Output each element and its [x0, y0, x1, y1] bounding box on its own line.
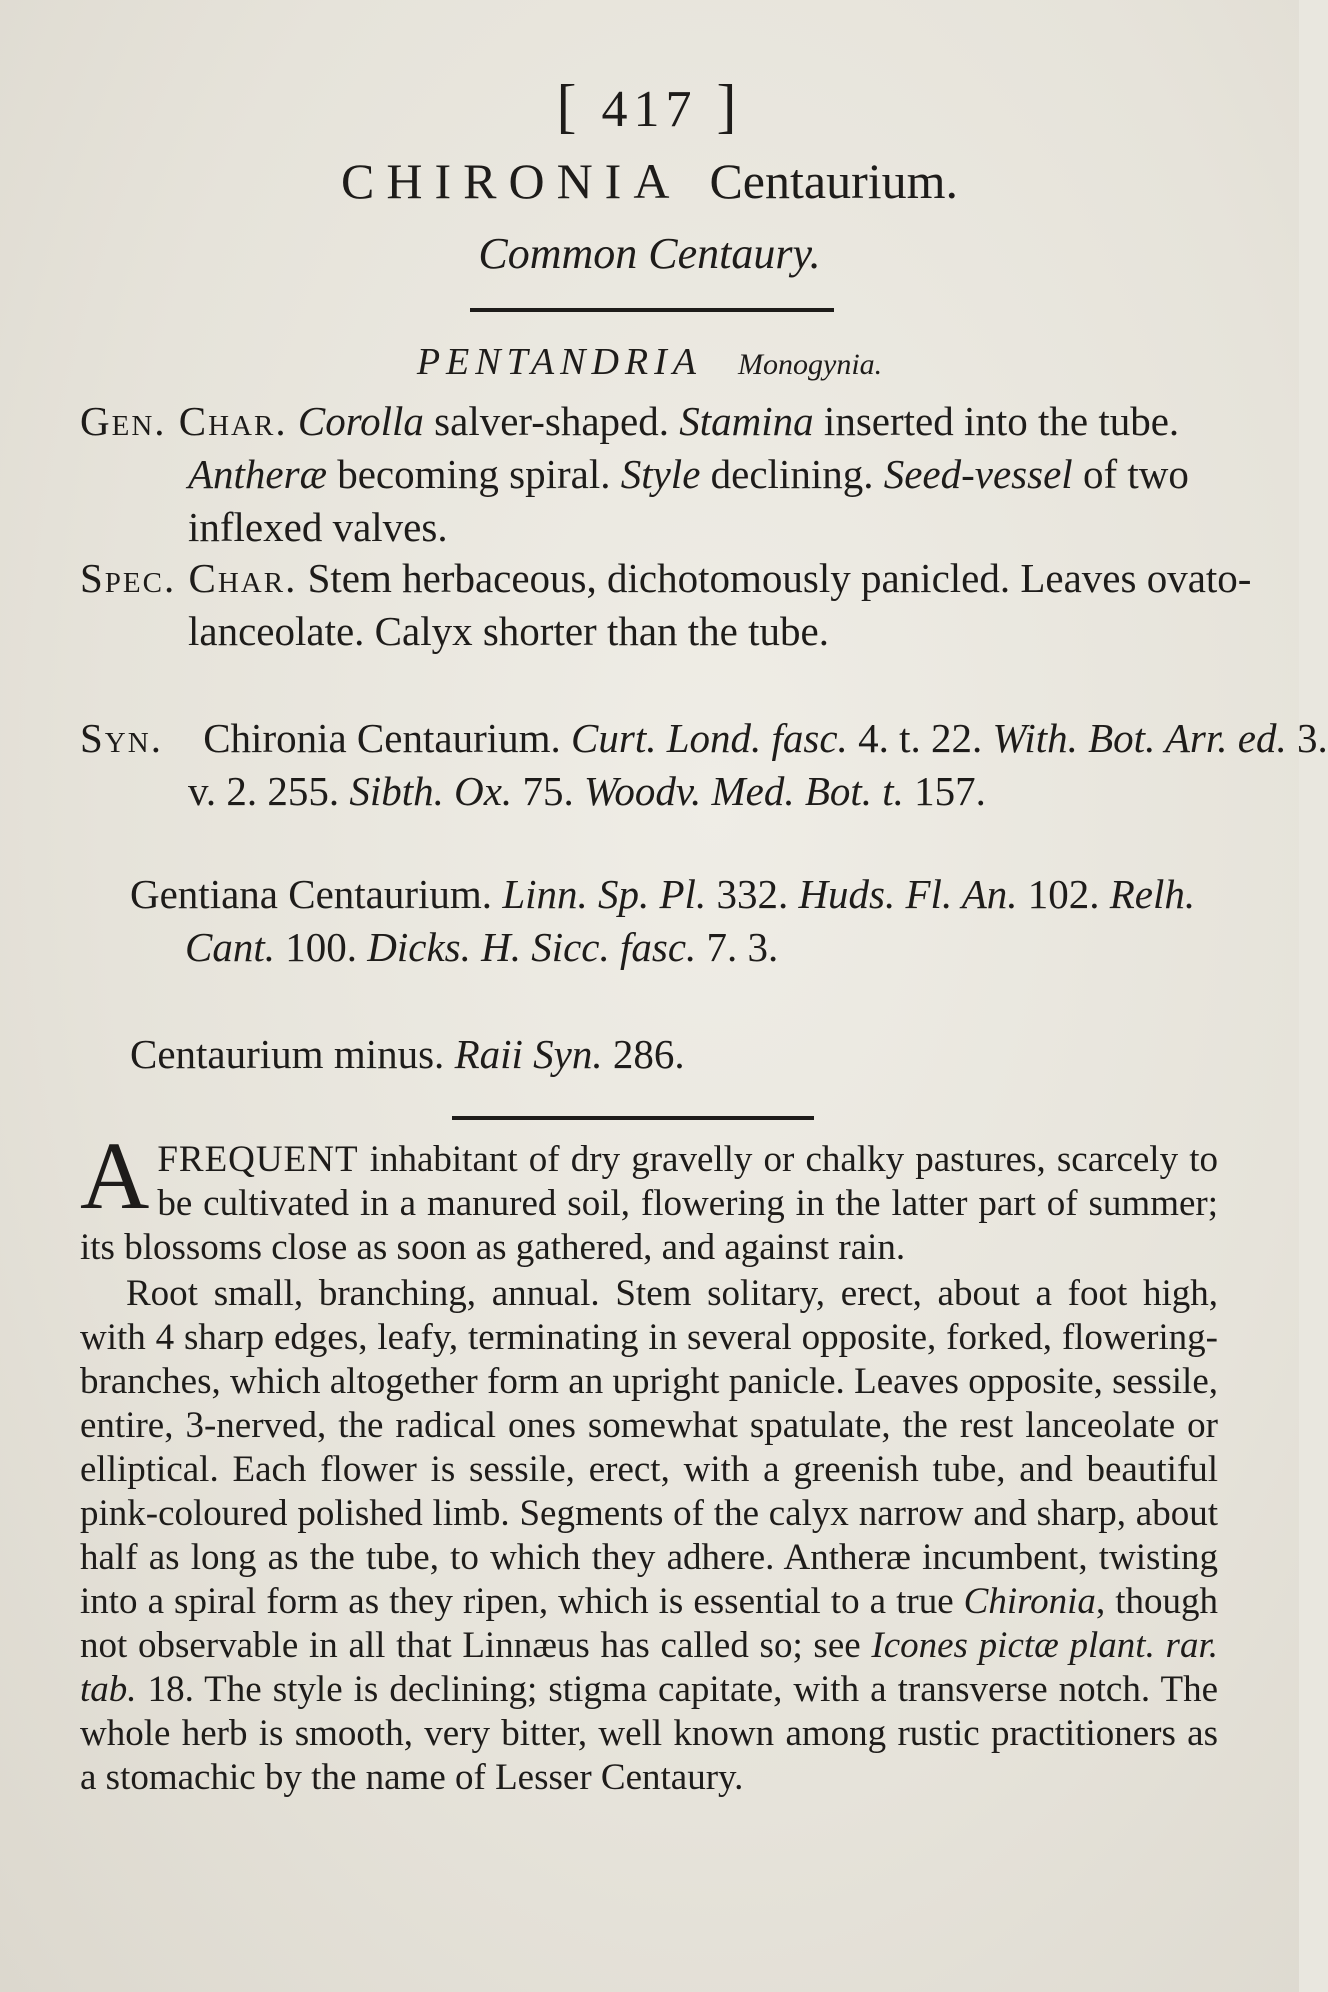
common-name: Common Centaury. [478, 229, 821, 278]
page-number: [ 417 ] [556, 73, 743, 139]
synonyms-gentiana: Gentiana Centaurium. Linn. Sp. Pl. 332. Huds. Fl. An. 102. Relh. Cant. 100. Dicks. H. Sicc. fasc. 7. 3. [130, 871, 1196, 970]
species-title [0, 152, 1299, 210]
linnaean-class [0, 340, 1299, 384]
page-number-value: 417 [601, 81, 698, 138]
spec-char-label: Spec. Char. [80, 555, 298, 601]
specific-character [80, 552, 1328, 658]
divider-rule-top [470, 308, 834, 312]
synonyms-chironia: Syn. Chironia Centaurium. Curt. Lond. fasc. 4. t. 22. With. Bot. Arr. ed. 3. v. 2. 255. Sibth. Ox. 75. Woodv. Med. Bot. t. 157. [80, 715, 1328, 814]
paragraph-description: Root small, branching, annual. Stem solitary, erect, about a foot high, with 4 sharp edges, leafy, terminating in several opposite, forked, flowering-branches, which altogether form an upright panicle. Leaves opposite, sessile, entire, 3-nerved, the radical ones somewhat spatulate, the rest lanceolate or elliptical. Each flower is sessile, erect, with a greenish tube, and beautiful pink-coloured polished limb. Segments of the calyx narrow and sharp, about half as long as the tube, to which they adhere. Antheræ incumbent, twisting into a spiral form as they ripen, which is essential to a true Chironia, though not observable in all that Linnæus has called so; see Icones pictæ plant. rar. tab. 18. The style is declining; stigma capitate, with a transverse notch. The whole herb is smooth, very bitter, well known among rustic practitioners as a stomachic by the name of Lesser Centaury. [80, 1273, 1219, 1798]
description-body [80, 1122, 1219, 1800]
synonyms-centaurium: Centaurium minus. Raii Syn. 286. [130, 1031, 685, 1077]
divider-rule-bottom [452, 1116, 814, 1120]
spec-char-text: Stem herbaceous, dichotomously panicled. Leaves ovato-lanceolate. Calyx shorter than the tube. [188, 555, 1252, 654]
genus-name: CHIRONIA [341, 153, 682, 209]
syn-label: Syn. [80, 715, 163, 761]
drop-cap: A [80, 1122, 150, 1229]
order-name: Monogynia. [738, 348, 883, 381]
generic-character: Gen. Char. Corolla salver-shaped. Stamina inserted into the tube. Antheræ becoming spiral. Style declining. Seed-vessel of two inflexed valves. [80, 398, 1189, 550]
class-name: PENTANDRIA [416, 341, 703, 383]
species-epithet: Centaurium. [709, 153, 958, 209]
gen-char-label: Gen. Char. [80, 398, 288, 444]
paragraph-habitat: AFREQUENT inhabitant of dry gravelly or chalky pastures, scarcely to be cultivated in a manured soil, flowering in the latter part of summer; its blossoms close as soon as gathered, and against rain. [80, 1122, 1218, 1268]
